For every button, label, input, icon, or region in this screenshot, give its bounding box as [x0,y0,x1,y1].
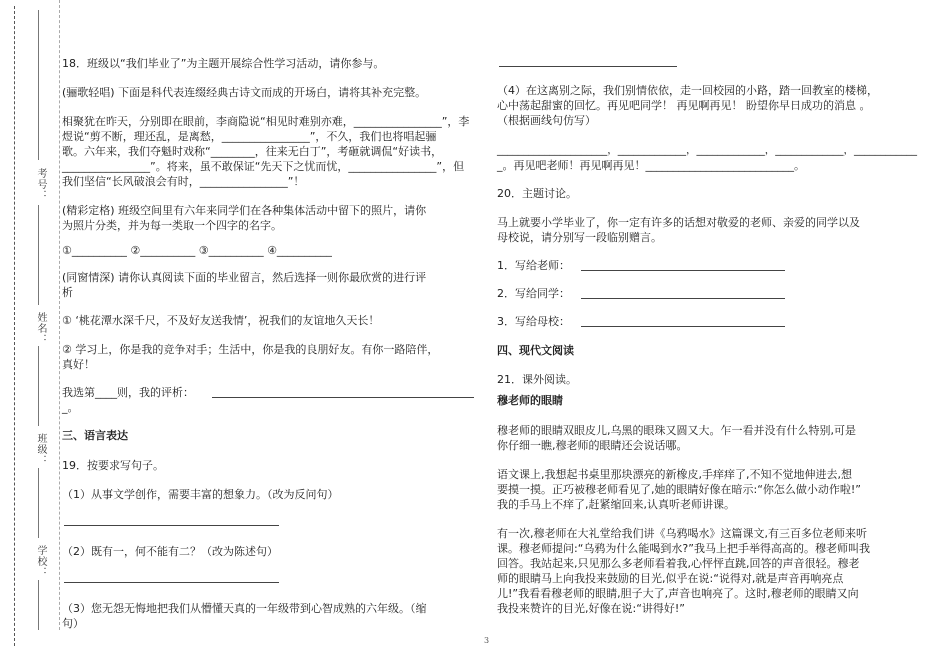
q20-to-school: 3．写给母校： [497,315,570,328]
q18-message-2-line-2: 真好！ [62,358,95,371]
article-paragraph-3-line-4: 师的眼睛马上向我投来鼓励的目光,似乎在说:“说得对,就是声音再响亮点 [497,572,844,585]
class-field[interactable] [38,468,39,538]
class-label: 班级： [35,433,46,466]
exam-number-field[interactable] [38,205,39,305]
sidebar-rule [38,10,39,160]
binding-margin [0,0,58,671]
q20-prompt-line-1: 马上就要小学毕业了，你一定有许多的话想对敬爱的老师、亲爱的同学以及 [497,216,860,229]
q20-classmates-line[interactable] [581,298,785,299]
q19-answer-line-2[interactable] [64,582,279,583]
q19-4-answer-line-2[interactable]: _。再见吧老师！再见啊再见！___________________________。 [497,159,805,172]
article-paragraph-2-line-1: 语文课上,我想起书桌里那块漂亮的新橡皮,手痒痒了,不知不觉地伸进去,想 [497,468,852,481]
q20-to-classmates: 2．写给同学： [497,287,570,300]
q19-item-3-line-2: 句） [62,617,84,630]
q18-part-lige: (骊歌轻唱) 下面是科代表连缀经典古诗文而成的开场白，请将其补充完整。 [62,86,427,99]
article-paragraph-3-line-5: 儿!”我看看穆老师的眼睛,胆子大了,声音也响亮了。这时,穆老师的眼睛又向 [497,587,859,600]
article-paragraph-2-line-3: 我的手马上不痒了,赶紧缩回来,认真听老师讲课。 [497,498,735,511]
article-title: 穆老师的眼睛 [497,394,563,407]
article-paragraph-3-line-6: 我投来赞许的目光,好像在说:“讲得好!” [497,602,686,615]
exam-number-label: 考号： [35,168,46,201]
name-label: 姓名： [35,312,46,345]
article-paragraph-1-line-2: 你仔细一瞧,穆老师的眼睛还会说话哪。 [497,439,688,452]
school-field[interactable] [38,580,39,630]
q18-poem-line-5[interactable]: 我们坚信“长风破浪会有时，________________”！ [62,175,305,188]
article-paragraph-3-line-3: 回答。我站起来,只见那么多老师看着我,心怦怦直跳,回答的声音很轻。穆老 [497,557,860,570]
binding-dashed-line [14,6,15,646]
q18-poem-line-3[interactable]: 歌。六年来，我们夺魁时戏称“________，往来无白丁”，考砸就调侃“好读书， [62,145,443,158]
q19-item-2: （2）既有一，何不能有二？（改为陈述句） [62,545,278,558]
q19-item-4-line-1: （4）在这离别之际，我们别情依依，走一回校园的小路，踏一回教室的楼梯， [497,84,878,97]
question-19-title: 19．按要求写句子。 [62,459,164,472]
q20-prompt-line-2: 母校说，请分别写一段临别赠言。 [497,231,662,244]
q18-message-line-1: (同窗情深) 请你认真阅读下面的毕业留言，然后选择一则你最欣赏的进行评 [62,271,427,284]
article-paragraph-3-line-1: 有一次,穆老师在大礼堂给我们讲《乌鸦喝水》这篇课文,有三百多位老师来听 [497,527,867,540]
question-21-title: 21．课外阅读。 [497,373,577,386]
q18-photo-line-1: (精彩定格) 班级空间里有六年来同学们在各种集体活动中留下的照片，请你 [62,204,427,217]
q19-3-answer-line[interactable] [499,66,677,67]
question-18-title: 18．班级以“我们毕业了”为主题开展综合性学习活动，请你参与。 [62,57,385,70]
page-margin-line [59,0,60,630]
q20-school-line[interactable] [581,326,785,327]
q18-end: _。 [62,401,79,414]
article-paragraph-2-line-2: 要摸一摸。正巧被穆老师看见了,她的眼睛好像在暗示:“你怎么做小动作啦!” [497,483,862,496]
q18-analysis-line[interactable] [212,397,474,398]
q19-4-answer-line-1[interactable]: _____________________，_____________，_____________，_____________，____________ [497,144,917,156]
q19-item-1: （1）从事文学创作，需要丰富的想象力。（改为反问句） [62,488,339,501]
article-paragraph-1-line-1: 穆老师的眼睛双眼皮儿,乌黑的眼珠又圆又大。乍一看并没有什么特别,可是 [497,424,856,437]
q19-item-4-line-2: 心中荡起甜蜜的回忆。再见吧同学！ 再见啊再见！ 盼望你早日成功的消息 。 [497,99,871,112]
q18-poem-line-4[interactable]: ________________”。将来，虽不敢保证“先天下之忧而忧，________________”，但 [62,160,465,173]
q18-poem-line-2[interactable]: 煜说“剪不断，理还乱，是离愁，________________”，不久，我们也将唱起骊 [62,130,437,143]
q18-message-2-line-1: ② 学习上，你是我的竞争对手；生活中，你是我的良朋好友。有你一路陪伴， [62,343,439,356]
q20-teacher-line[interactable] [581,270,785,271]
q18-photo-blanks[interactable]: ①__________ ②__________ ③__________ ④__________ [62,244,332,257]
article-paragraph-3-line-2: 课。穆老师提问:“乌鸦为什么能喝到水?”我马上把手举得高高的。穆老师叫我 [497,542,870,555]
section-3-heading: 三、语言表达 [62,429,128,442]
q18-message-1: ① ‘桃花潭水深千尺，不及好友送我情’，祝我们的友谊地久天长！ [62,314,380,327]
q18-poem-line-1[interactable]: 相聚犹在昨天，分别即在眼前，李商隐说“相见时难别亦难，________________”，李 [62,115,470,128]
q18-choose: 我选第____则，我的评析： [62,386,194,399]
q19-item-4-line-3: （根据画线句仿写） [497,114,596,127]
name-field[interactable] [38,346,39,426]
q19-item-3-line-1: （3）您无怨无悔地把我们从懵懂天真的一年级带到心智成熟的六年级。（缩 [62,602,427,615]
section-4-heading: 四、现代文阅读 [497,344,574,357]
school-label: 学校： [35,545,46,578]
q20-to-teacher: 1．写给老师： [497,259,570,272]
q19-answer-line-1[interactable] [64,525,279,526]
page-number: 3 [484,636,490,645]
question-20-title: 20．主题讨论。 [497,187,577,200]
q18-message-line-2: 析 [62,286,73,299]
q18-photo-line-2: 为照片分类，并为每一类取一个四字的名字。 [62,219,282,232]
